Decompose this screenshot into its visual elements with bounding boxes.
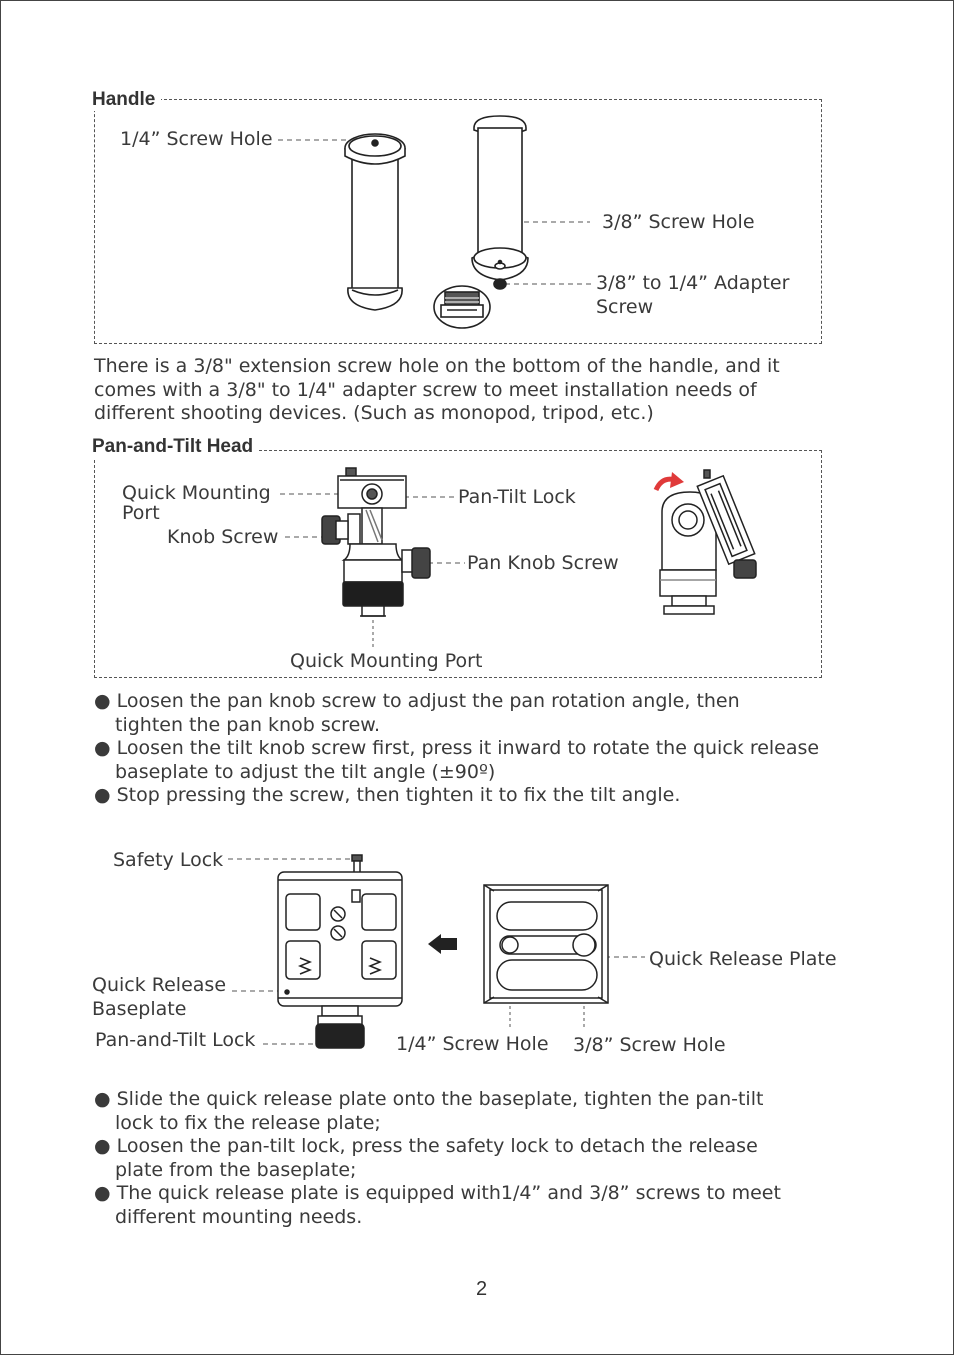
- list-item: ● Loosen the pan-tilt lock, press the safety lock to detach the release: [94, 1135, 758, 1157]
- label-quarter-screw-hole: 1/4” Screw Hole: [120, 128, 273, 150]
- label-quick-mounting-bottom: Quick Mounting Port: [290, 650, 483, 672]
- label-pan-tilt-lock: Pan-Tilt Lock: [458, 486, 576, 508]
- list-item-continuation: tighten the pan knob screw.: [115, 713, 381, 736]
- handle-description-line: There is a 3/8" extension screw hole on the bottom of the handle, and it: [94, 355, 780, 377]
- label-quick-release-plate: Quick Release Plate: [649, 948, 837, 970]
- label-adapter-screw-line1: 3/8” to 1/4” Adapter: [596, 272, 790, 294]
- list-item-continuation: baseplate to adjust the tilt angle (±90º): [115, 760, 496, 783]
- baseplate-drawing: [278, 855, 402, 1048]
- page-number: 2: [476, 1278, 488, 1300]
- label-knob-screw: Knob Screw: [167, 526, 279, 548]
- quick-release-instructions: [94, 1088, 781, 1229]
- slide-arrow-head: [428, 934, 441, 954]
- label-pan-knob-screw: Pan Knob Screw: [467, 552, 619, 574]
- list-item: ● The quick release plate is equipped with1/4” and 3/8” screws to meet: [94, 1182, 781, 1204]
- label-three-eighths-screw-hole: 3/8” Screw Hole: [602, 211, 755, 233]
- label-pan-and-tilt-lock: Pan-and-Tilt Lock: [95, 1029, 256, 1051]
- release-plate-drawing: [484, 885, 608, 1003]
- list-item: ● Stop pressing the screw, then tighten it to fix the tilt angle.: [94, 784, 681, 806]
- list-item: ● Loosen the pan knob screw to adjust the pan rotation angle, then: [94, 690, 740, 712]
- list-item-continuation: plate from the baseplate;: [115, 1158, 357, 1181]
- slide-arrow-body: [441, 938, 457, 950]
- label-plate-quarter-screw: 1/4” Screw Hole: [396, 1033, 549, 1055]
- label-adapter-screw-line2: Screw: [596, 296, 654, 318]
- list-item: ● Slide the quick release plate onto the baseplate, tighten the pan-tilt: [94, 1088, 764, 1110]
- list-item-continuation: different mounting needs.: [115, 1205, 363, 1228]
- label-baseplate-line2: Baseplate: [92, 998, 187, 1020]
- handle-title: Handle: [92, 89, 161, 111]
- handle-description-line: different shooting devices. (Such as monopod, tripod, etc.): [94, 402, 654, 424]
- label-plate-three-eighths-screw: 3/8” Screw Hole: [573, 1034, 726, 1056]
- handle-description-line: comes with a 3/8" to 1/4" adapter screw to meet installation needs of: [94, 378, 757, 401]
- list-item-continuation: lock to fix the release plate;: [115, 1111, 381, 1134]
- list-item: ● Loosen the tilt knob screw first, press it inward to rotate the quick release: [94, 737, 820, 759]
- label-quick-mounting-line1: Quick Mounting: [122, 482, 271, 504]
- label-baseplate-line1: Quick Release: [92, 974, 227, 996]
- pan-tilt-title: Pan-and-Tilt Head: [92, 436, 259, 458]
- label-quick-mounting-line2: Port: [122, 502, 160, 524]
- label-safety-lock: Safety Lock: [113, 849, 224, 871]
